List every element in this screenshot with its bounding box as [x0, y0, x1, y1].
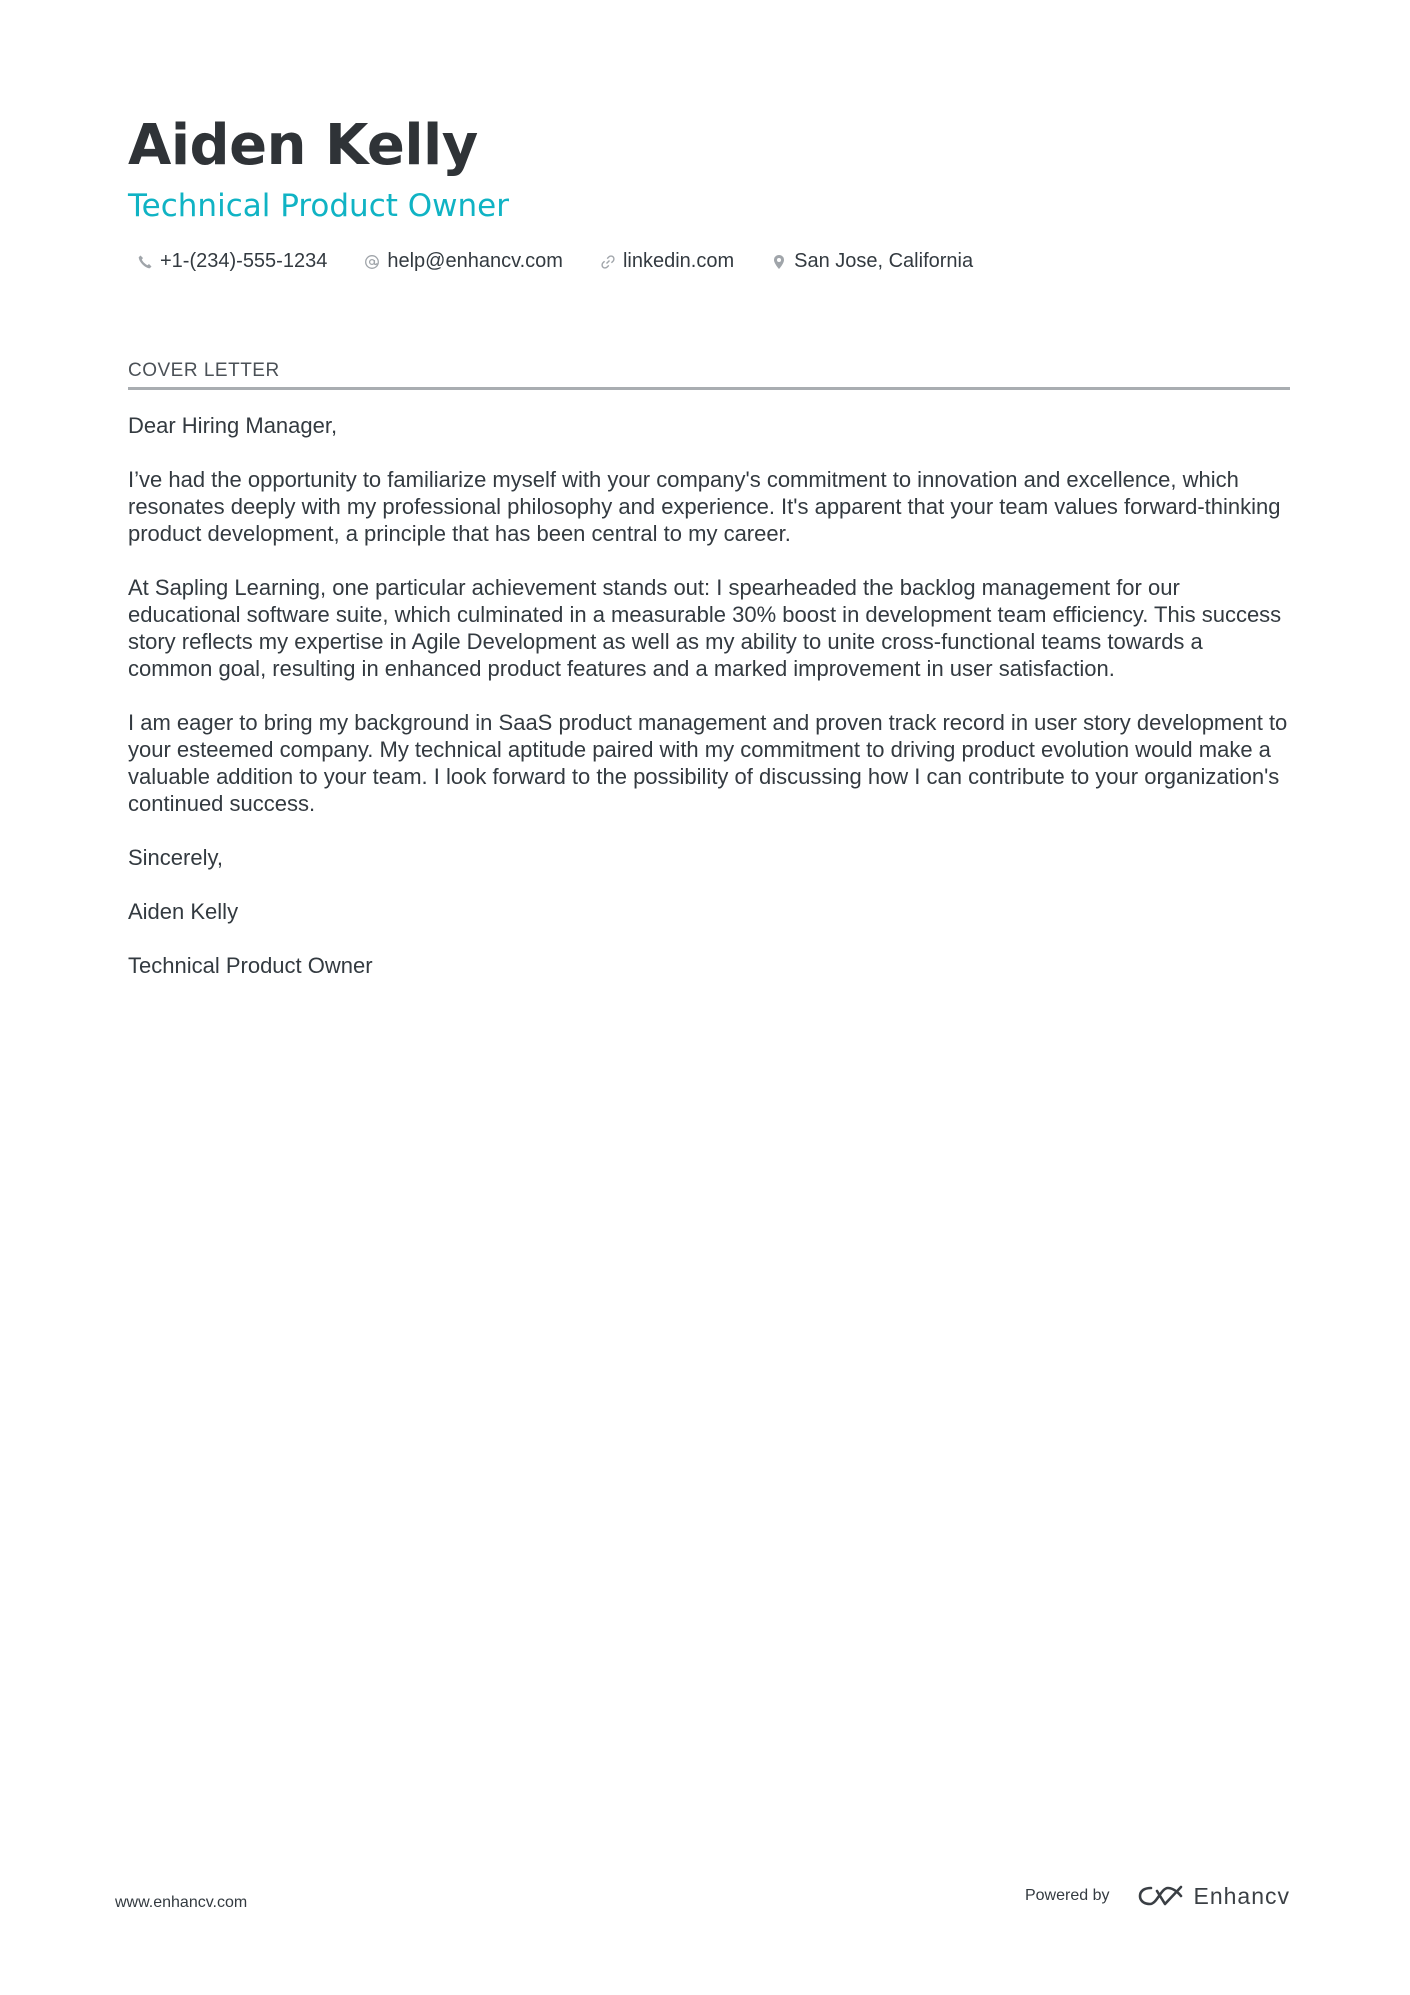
letter-paragraph: I’ve had the opportunity to familiarize myself with your company's commitment to innovation and excellence, which resonates deeply with my professional philosophy and experience. It's apparent that your team values forward-thinking product development, a principle that has been central to my career.: [128, 467, 1281, 546]
phone-icon: [136, 253, 154, 271]
letter-greeting: Dear Hiring Manager,: [128, 413, 338, 438]
candidate-name: Aiden Kelly: [128, 113, 478, 178]
letter-closing: Sincerely,: [128, 845, 223, 870]
signature-name: Aiden Kelly: [128, 899, 239, 924]
location-pin-icon: [770, 253, 788, 271]
contact-phone-text: +1-(234)-555-1234: [160, 250, 328, 272]
powered-by-label: Powered by: [1024, 1887, 1110, 1904]
signature-title: Technical Product Owner: [128, 953, 373, 978]
contact-website-text: linkedin.com: [622, 250, 735, 272]
contact-email-text: help@enhancv.com: [387, 250, 563, 272]
contact-email[interactable]: [355, 250, 563, 273]
header: [128, 112, 1288, 273]
contact-list: [128, 250, 1288, 273]
brand-name: Enhancv: [1193, 1882, 1290, 1909]
contact-website[interactable]: [591, 250, 734, 273]
section-title: COVER LETTER: [128, 360, 280, 381]
enhancv-logo-icon: [1137, 1882, 1185, 1910]
contact-location: [762, 250, 973, 273]
footer-branding[interactable]: [1025, 1882, 1290, 1910]
letter-body: [128, 412, 1290, 979]
letter-paragraph: At Sapling Learning, one particular achievement stands out: I spearheaded the backlog management for our educational software suite, which culminated in a measurable 30% boost in development team efficiency. This success story reflects my expertise in Agile Development as well as my ability to unite cross-functional teams towards a common goal, resulting in enhanced product features and a marked improvement in user satisfaction.: [128, 575, 1282, 681]
cover-letter-section: [128, 358, 1290, 1006]
at-icon: [363, 253, 381, 271]
contact-phone: [128, 250, 327, 273]
contact-location-text: San Jose, California: [794, 250, 974, 272]
letter-paragraph: I am eager to bring my background in SaaS product management and proven track record in user story development to your esteemed company. My technical aptitude paired with my commitment to driving product evolution would make a valuable addition to your team. I look forward to the possibility of discussing how I can contribute to your organization's continued success.: [128, 710, 1288, 816]
link-icon: [599, 253, 617, 271]
candidate-role: Technical Product Owner: [128, 188, 509, 224]
section-divider: [128, 387, 1290, 390]
footer-website[interactable]: www.enhancv.com: [115, 1894, 248, 1911]
